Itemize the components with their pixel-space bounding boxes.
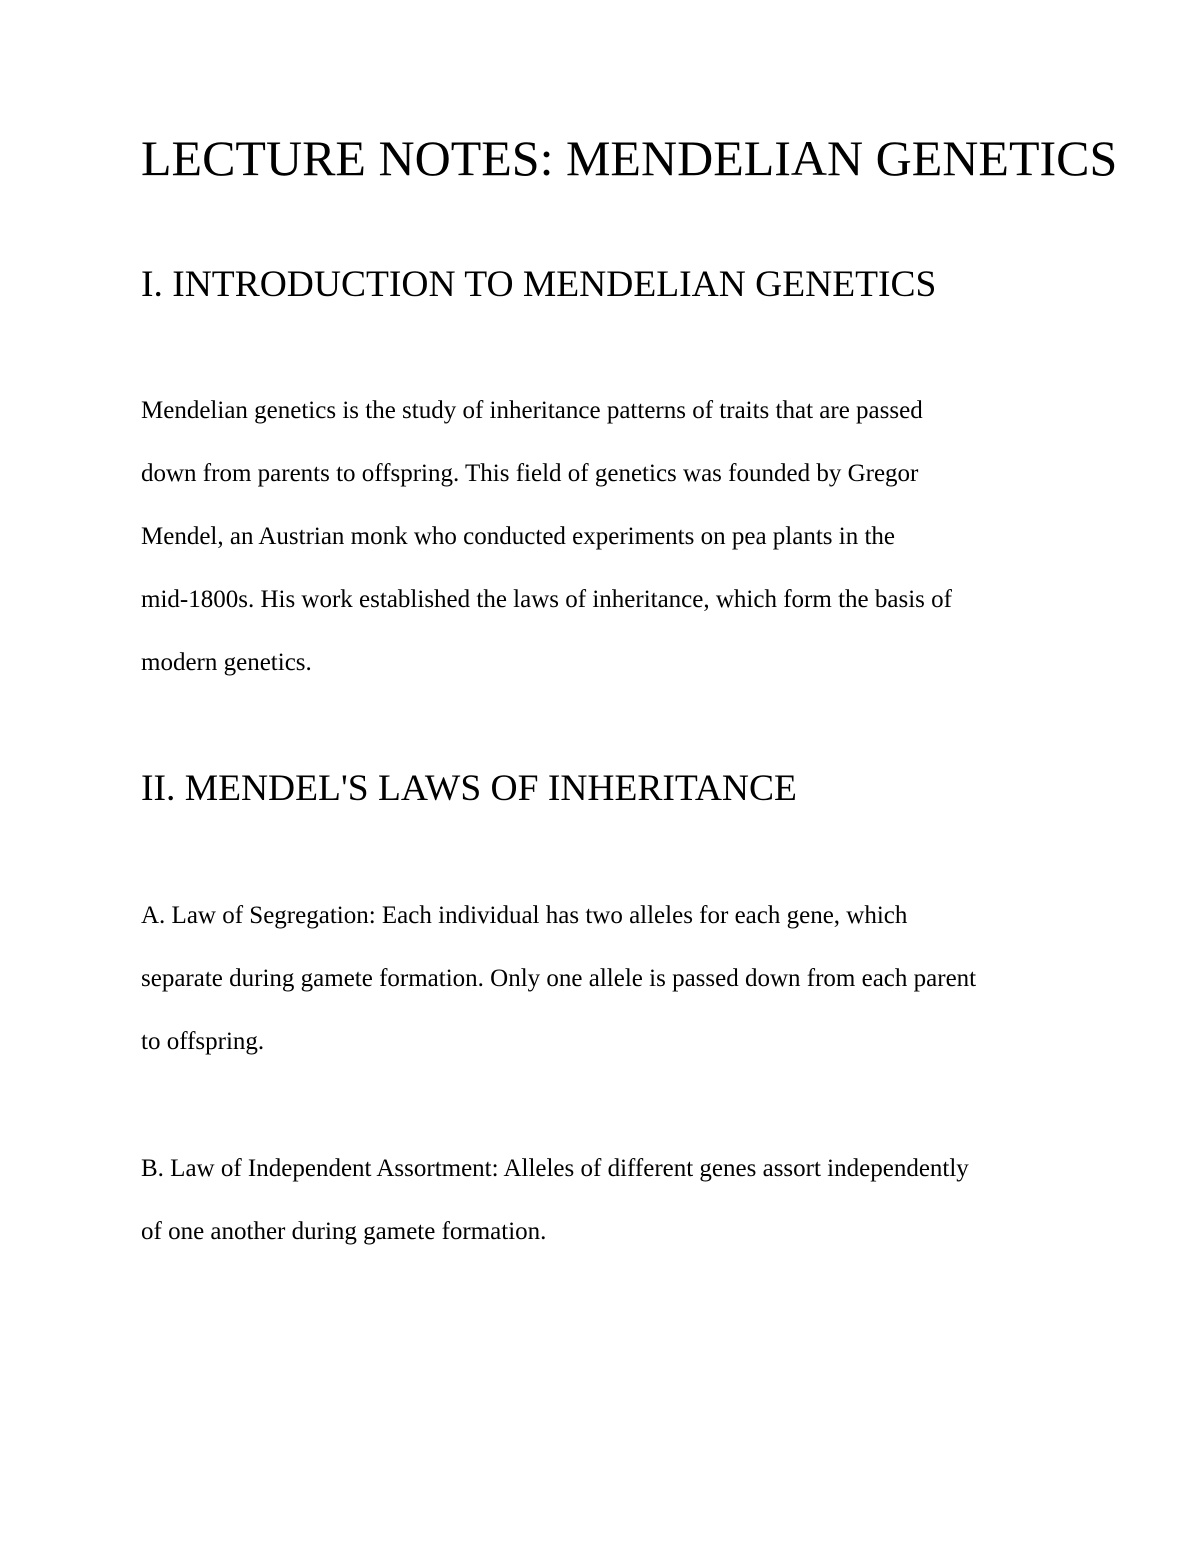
paragraph-line: to offspring. (141, 1028, 265, 1055)
section-heading-introduction: I. INTRODUCTION TO MENDELIAN GENETICS (141, 264, 937, 305)
law-of-segregation-paragraph (141, 884, 1071, 1073)
paragraph-line: down from parents to offspring. This field of genetics was founded by Gregor (141, 460, 919, 487)
paragraph-line: B. Law of Independent Assortment: Alleles of different genes assort independently (141, 1155, 969, 1182)
introduction-paragraph (141, 379, 1071, 694)
paragraph-line: separate during gamete formation. Only one allele is passed down from each parent (141, 965, 977, 992)
law-of-independent-assortment-paragraph (141, 1137, 1071, 1263)
document-title: LECTURE NOTES: MENDELIAN GENETICS (141, 130, 1118, 186)
paragraph-line: Mendel, an Austrian monk who conducted experiments on pea plants in the (141, 523, 895, 550)
paragraph-line: of one another during gamete formation. (141, 1218, 547, 1245)
section-heading-laws: II. MENDEL'S LAWS OF INHERITANCE (141, 768, 797, 809)
paragraph-line: Mendelian genetics is the study of inheritance patterns of traits that are passed (141, 397, 923, 424)
paragraph-line: A. Law of Segregation: Each individual has two alleles for each gene, which (141, 902, 908, 929)
paragraph-line: modern genetics. (141, 649, 312, 676)
paragraph-line: mid-1800s. His work established the laws of inheritance, which form the basis of (141, 586, 952, 613)
